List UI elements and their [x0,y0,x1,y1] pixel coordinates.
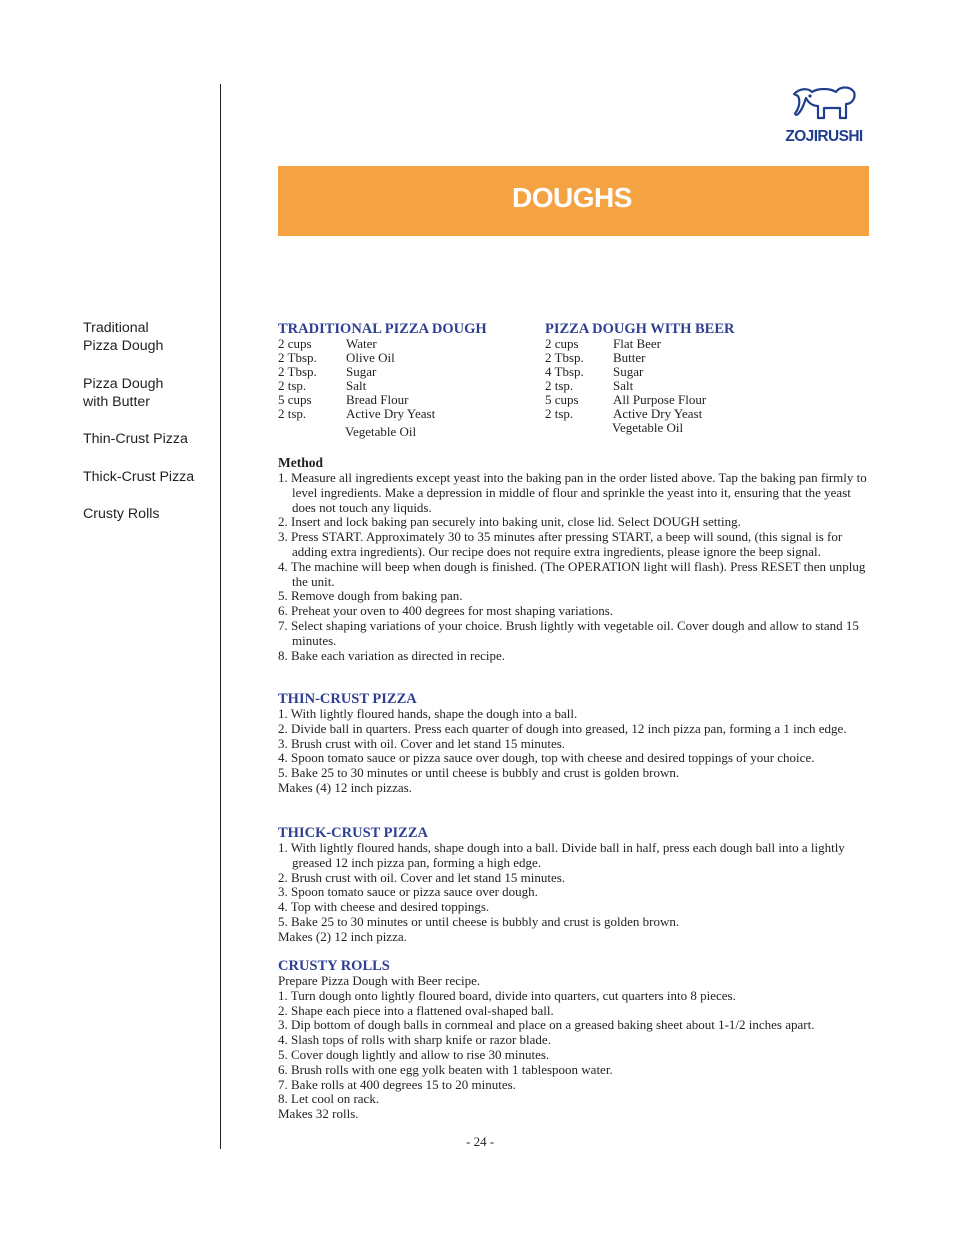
sidebar-item-crusty-rolls[interactable]: Crusty Rolls [83,506,160,522]
ingredient-amount: 5 cups [278,392,312,407]
ingredient-name: Active Dry Yeast [346,406,436,421]
ingredient-row [545,379,805,393]
ingredient-amount: 2 tsp. [545,406,574,421]
crusty-rolls-yield: Makes 32 rolls. [278,1106,359,1122]
thin-crust-step: 5. Bake 25 to 30 minutes or until cheese is bubbly and crust is golden brown. [278,765,680,781]
thin-crust-title: THIN-CRUST PIZZA [278,691,417,707]
ingredient-row [278,337,528,351]
thick-crust-step: 2. Brush crust with oil. Cover and let stand 15 minutes. [278,869,566,885]
ingredient-name: Sugar [613,364,644,379]
crusty-rolls-step: 5. Cover dough lightly and allow to rise 30 minutes. [278,1046,550,1062]
thick-crust-yield: Makes (2) 12 inch pizza. [278,928,407,944]
ingredient-extra: Vegetable Oil [345,424,417,439]
ingredient-name: Flat Beer [613,336,662,351]
ingredient-name: Salt [346,378,367,393]
traditional-title: TRADITIONAL PIZZA DOUGH [278,321,487,337]
sidebar-item-thick-crust-pizza[interactable]: Thick-Crust Pizza [83,468,195,485]
ingredient-name: Water [346,336,377,351]
thin-crust-yield: Makes (4) 12 inch pizzas. [278,779,412,795]
thick-crust-step: 3. Spoon tomato sauce or pizza sauce over dough. [278,884,538,900]
thin-crust-step: 4. Spoon tomato sauce or pizza sauce over dough, top with cheese and desired toppings of your choice. [278,750,815,766]
method-step: 1. Measure all ingredients except yeast into the baking pan in the order listed above. Tap the baking pan firmly to level ingredients. Make a depression in middle of flour and sprinkle the yeast into it, ensuring that the yeast does not touch any liquids. [278,470,867,515]
crusty-rolls-intro: Prepare Pizza Dough with Beer recipe. [278,973,481,988]
ingredient-row [545,351,805,365]
ingredient-amount: 2 Tbsp. [545,350,584,365]
sidebar-item-thin-crust-pizza[interactable]: Thin-Crust Pizza [83,431,188,447]
page-number: - 24 - [466,1134,495,1149]
ingredient-row [278,407,528,421]
ingredient-row [545,365,805,379]
thick-crust-step: 1. With lightly floured hands, shape dough into a ball. Divide ball in half, press each dough ball into a lightly greased 12 inch pizza pan, forming a high edge. [278,840,845,870]
method-title: Method [278,455,323,470]
thin-crust-step: 1. With lightly floured hands, shape the dough into a ball. [278,706,578,721]
crusty-rolls-step: 6. Brush rolls with one egg yolk beaten with 1 tablespoon water. [278,1061,613,1077]
sidebar-item-traditional-pizza-dough[interactable]: Traditional Pizza Dough [83,320,164,354]
brand-logo [776,84,872,150]
beer-title: PIZZA DOUGH WITH BEER [545,321,735,337]
crusty-rolls-section [278,958,873,1122]
thick-crust-title: THICK-CRUST PIZZA [278,825,428,841]
method-step: 4. The machine will beep when dough is finished. (The OPERATION light will flash). Press RESET then unplug the unit. [278,558,866,589]
ingredient-amount: 5 cups [545,392,579,407]
ingredient-row [545,407,805,421]
elephant-icon [790,84,858,128]
traditional-ingredients [278,321,528,439]
crusty-rolls-step: 3. Dip bottom of dough balls in cornmeal and place on a greased baking sheet about 1-1/2 inches apart. [278,1017,815,1033]
ingredient-row [278,393,528,407]
beer-ingredients [545,321,805,435]
sidebar-item-pizza-dough-with-butter[interactable]: Pizza Dough with Butter [83,375,164,410]
ingredient-name: Salt [613,378,634,393]
crusty-rolls-step: 8. Let cool on rack. [278,1091,380,1107]
ingredient-row [545,337,805,351]
ingredient-amount: 2 Tbsp. [278,364,317,379]
method-step: 5. Remove dough from baking pan. [278,588,463,604]
ingredient-row [545,393,805,407]
method-section [278,455,873,663]
crusty-rolls-step: 2. Shape each piece into a flattened oval-shaped ball. [278,1002,554,1018]
brand-name: ZOJIRUSHI [785,128,863,145]
ingredient-amount: 4 Tbsp. [545,364,584,379]
ingredient-name: Bread Flour [346,392,409,407]
ingredient-amount: 2 cups [545,336,579,351]
ingredient-amount: 2 tsp. [278,406,307,421]
ingredient-row [278,365,528,379]
ingredient-name: Active Dry Yeast [613,406,703,421]
crusty-rolls-step: 7. Bake rolls at 400 degrees 15 to 20 minutes. [278,1076,516,1092]
ingredient-name: Olive Oil [346,350,395,365]
crusty-rolls-step: 1. Turn dough onto lightly floured board, divide into quarters, cut quarters into 8 pieces. [278,987,736,1003]
ingredient-amount: 2 Tbsp. [278,350,317,365]
method-step: 7. Select shaping variations of your choice. Brush lightly with vegetable oil. Cover dough and allow to stand 15 minutes. [278,617,859,648]
ingredient-extra: Vegetable Oil [612,420,684,435]
crusty-rolls-title: CRUSTY ROLLS [278,958,390,974]
method-step: 3. Press START. Approximately 30 to 35 minutes after pressing START, a beep will sound, (this signal is for adding extra ingredients). Our recipe does not require extra ingredients, please ignore the beep signal. [278,529,843,559]
ingredient-amount: 2 tsp. [278,378,307,393]
ingredient-name: All Purpose Flour [613,392,707,407]
thin-crust-step: 2. Divide ball in quarters. Press each quarter of dough into greased, 12 inch pizza pan, forming a 1 inch edge. [278,720,847,736]
ingredient-name: Butter [613,350,646,365]
thin-crust-step: 3. Brush crust with oil. Cover and let stand 15 minutes. [278,735,566,751]
thick-crust-section [278,825,873,945]
ingredient-amount: 2 cups [278,336,312,351]
method-step: 6. Preheat your oven to 400 degrees for most shaping variations. [278,603,614,619]
ingredient-name: Sugar [346,364,377,379]
sidebar-divider [220,84,221,1149]
thin-crust-section [278,691,873,796]
ingredient-amount: 2 tsp. [545,378,574,393]
page-title: DOUGHS [512,182,632,213]
section-banner [278,166,869,236]
sidebar-nav [83,319,213,543]
crusty-rolls-step: 4. Slash tops of rolls with sharp knife or razor blade. [278,1032,551,1048]
ingredient-row [278,351,528,365]
method-step: 2. Insert and lock baking pan securely into baking unit, close lid. Select DOUGH setting. [278,514,741,530]
thick-crust-step: 4. Top with cheese and desired toppings. [278,899,490,915]
ingredient-row [278,379,528,393]
method-step: 8. Bake each variation as directed in recipe. [278,647,506,663]
thick-crust-step: 5. Bake 25 to 30 minutes or until cheese is bubbly and crust is golden brown. [278,913,680,929]
